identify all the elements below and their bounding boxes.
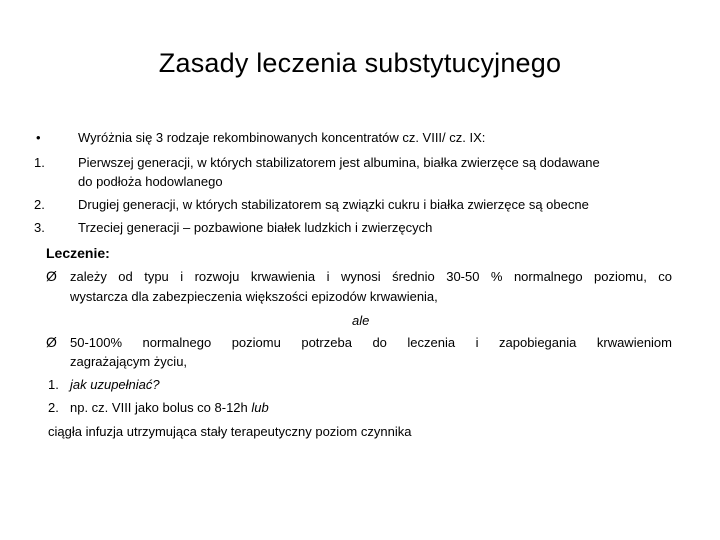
intro-bullet: • (36, 130, 41, 145)
gen-1-marker: 1. (34, 155, 45, 170)
intro-text: Wyróżnia się 3 rodzaje rekombinowanych koncentratów cz. VIII/ cz. IX: (78, 130, 486, 145)
question-2-text (70, 400, 269, 416)
question-1-marker: 1. (48, 377, 59, 392)
arrow-bullet-1: Ø (46, 268, 57, 284)
connector-ale: ale (352, 313, 370, 328)
infusion-text: ciągła infuzja utrzymująca stały terapeutyczny poziom czynnika (48, 424, 412, 439)
point-1-text: zależy od typu i rozwoju krwawienia i wynosi średnio 30-50 % normalnego poziomu, co (70, 269, 672, 284)
question-2-marker: 2. (48, 400, 59, 415)
point-2-text: 50-100% normalnego poziomu potrzeba do leczenia i zapobiegania krwawieniom (70, 335, 672, 350)
gen-2-marker: 2. (34, 197, 45, 212)
gen-1-text: Pierwszej generacji, w których stabilizatorem jest albumina, białka zwierzęce są dodawane (78, 155, 600, 170)
point-1-text-cont: wystarcza dla zabezpieczenia większości epizodów krwawienia, (70, 289, 438, 304)
arrow-bullet-2: Ø (46, 334, 57, 350)
point-2-text-cont: zagrażającym życiu, (70, 354, 188, 369)
treatment-heading: Leczenie: (46, 245, 110, 261)
gen-2-text: Drugiej generacji, w których stabilizatorem są związki cukru i białka zwierzęce są obecne (78, 197, 589, 212)
gen-1-text-cont: do podłoża hodowlanego (78, 174, 223, 189)
gen-3-text: Trzeciej generacji – pozbawione białek ludzkich i zwierzęcych (78, 220, 433, 235)
question-2-text-lub: lub (251, 400, 269, 415)
question-1-text: jak uzupełniać? (70, 377, 160, 392)
slide-title: Zasady leczenia substytucyjnego (158, 48, 562, 78)
question-2-text-main: np. cz. VIII jako bolus co 8-12h (70, 400, 252, 415)
gen-3-marker: 3. (34, 220, 45, 235)
